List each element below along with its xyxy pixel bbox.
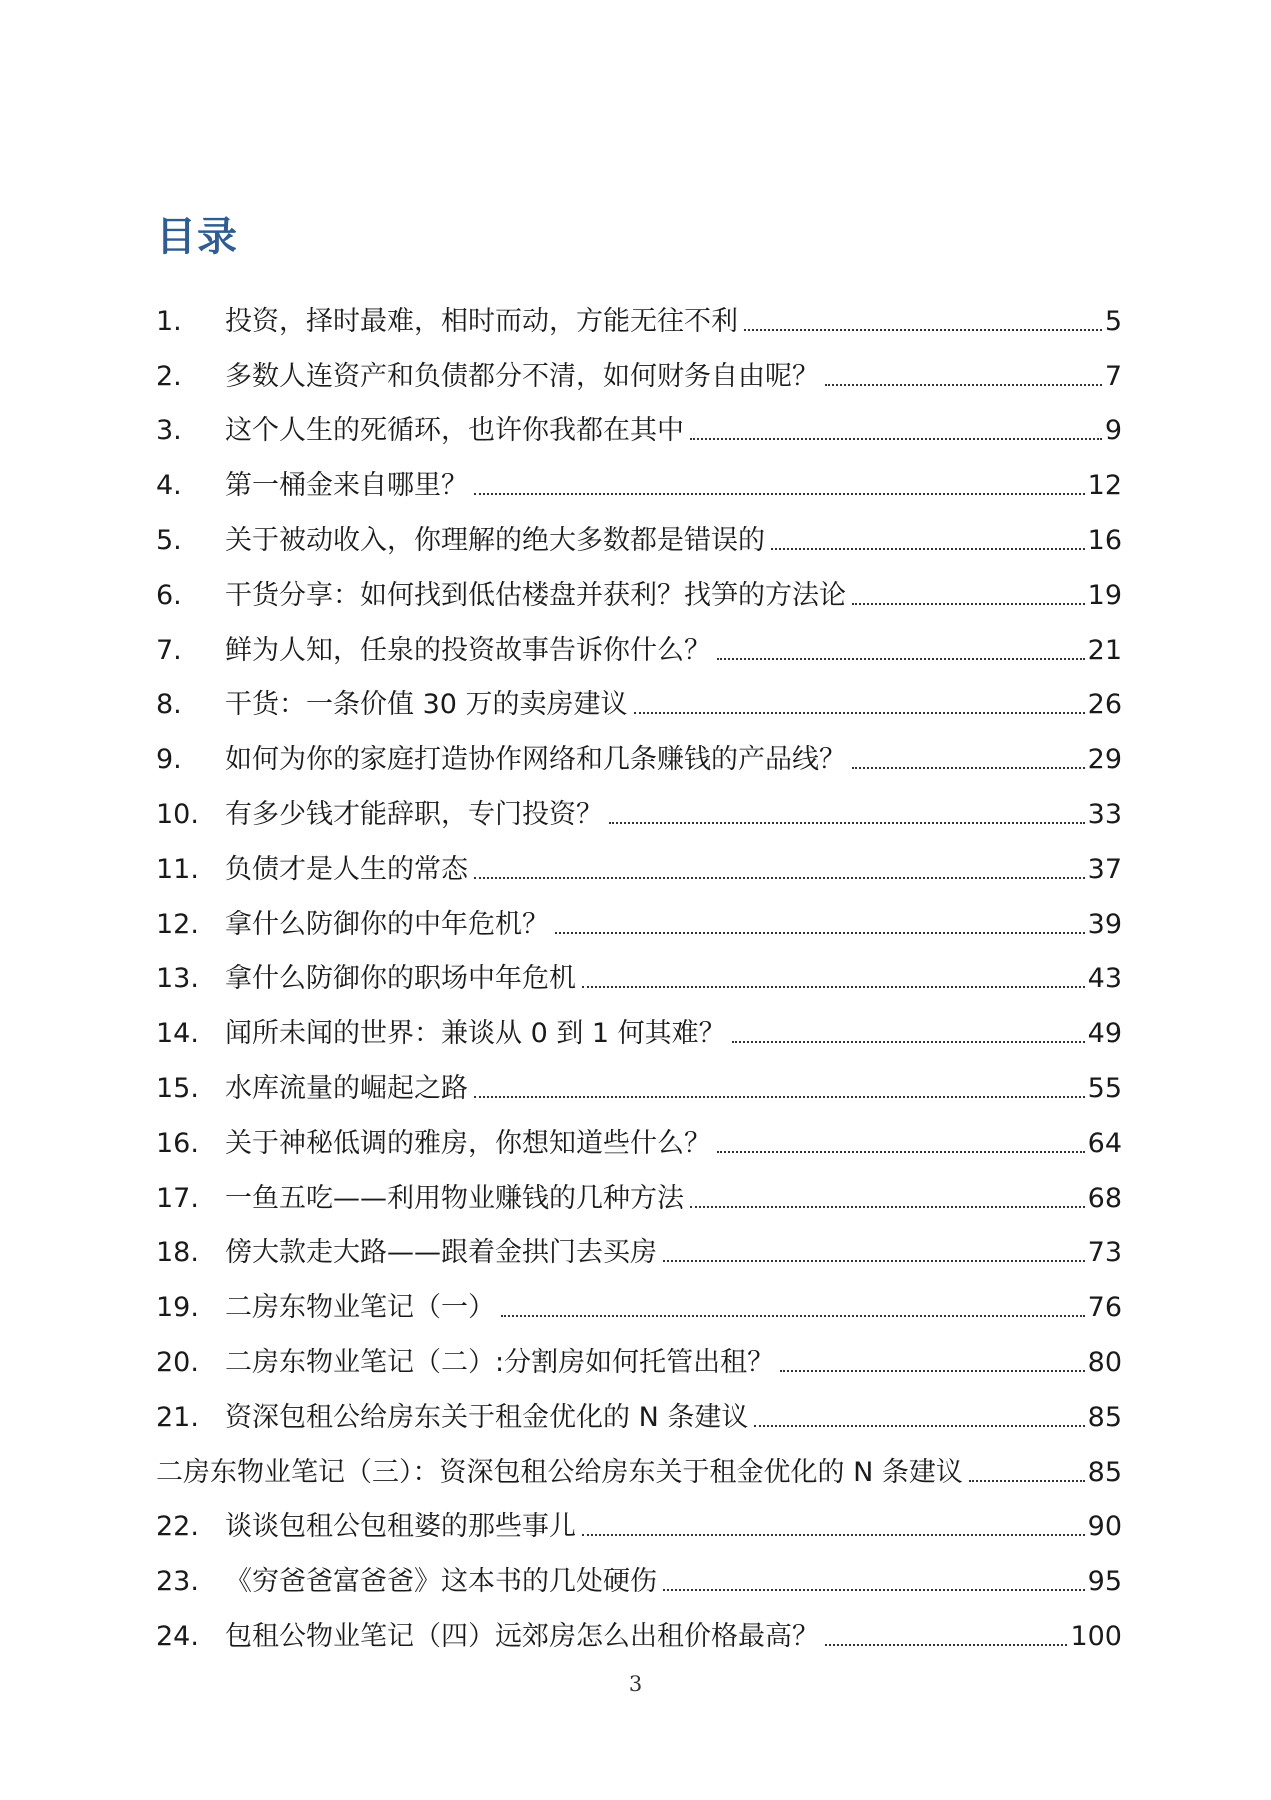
toc-entry[interactable] — [156, 503, 1122, 558]
toc-entry-number: 10. — [156, 798, 199, 830]
toc-entry-title: 这个人生的死循环，也许你我都在其中 — [225, 415, 684, 447]
toc-entry-title: 二房东物业笔记（三）：资深包租公给房东关于租金优化的 N 条建议 — [156, 1456, 963, 1488]
toc-entry-page: 37 — [1087, 853, 1122, 885]
toc-entry-number: 11. — [156, 853, 199, 885]
toc-entry-number: 2. — [156, 360, 182, 392]
toc-entry-page: 21 — [1087, 634, 1122, 666]
toc-dot-leader — [501, 1315, 1085, 1317]
toc-entry-number: 5. — [156, 524, 182, 556]
toc-entry-title: 二房东物业笔记（二）:分割房如何托管出租？ — [225, 1346, 775, 1378]
toc-entry-page: 5 — [1104, 305, 1122, 337]
toc-entry-page: 49 — [1087, 1018, 1122, 1050]
toc-entry-title: 干货分享：如何找到低估楼盘并获利？找笋的方法论 — [225, 579, 846, 611]
toc-entry-title: 关于被动收入，你理解的绝大多数都是错误的 — [225, 524, 765, 556]
toc-entry[interactable] — [156, 668, 1122, 723]
toc-entry-title: 水库流量的崛起之路 — [225, 1072, 468, 1104]
toc-entry-page: 19 — [1087, 579, 1122, 611]
toc-entry-number: 22. — [156, 1511, 199, 1543]
toc-entry[interactable] — [156, 1544, 1122, 1599]
toc-entry-title: 一鱼五吃——利用物业赚钱的几种方法 — [225, 1182, 684, 1214]
toc-dot-leader — [474, 1096, 1085, 1098]
toc-title: 目录 — [156, 214, 238, 260]
toc-entry-number: 9. — [156, 744, 182, 776]
toc-list — [156, 284, 1122, 1654]
toc-entry-number: 1. — [156, 305, 182, 337]
toc-entry-title: 闻所未闻的世界：兼谈从 0 到 1 何其难？ — [225, 1018, 726, 1050]
toc-dot-leader — [754, 1425, 1084, 1427]
toc-entry-number: 17. — [156, 1182, 199, 1214]
toc-dot-leader — [474, 877, 1085, 879]
toc-entry-number: 15. — [156, 1072, 199, 1104]
toc-dot-leader — [825, 1644, 1067, 1646]
toc-entry-title: 《穷爸爸富爸爸》这本书的几处硬伤 — [225, 1566, 657, 1598]
toc-dot-leader — [744, 329, 1102, 331]
toc-entry[interactable] — [156, 1490, 1122, 1545]
toc-entry[interactable] — [156, 887, 1122, 942]
toc-entry-title: 傍大款走大路——跟着金拱门去买房 — [225, 1237, 657, 1269]
toc-entry-title: 第一桶金来自哪里？ — [225, 470, 468, 502]
toc-entry-page: 55 — [1087, 1072, 1122, 1104]
toc-entry[interactable] — [156, 1435, 1122, 1490]
toc-entry-page: 29 — [1087, 744, 1122, 776]
toc-entry[interactable] — [156, 1216, 1122, 1271]
toc-entry-page: 12 — [1087, 470, 1122, 502]
toc-entry-number: 24. — [156, 1620, 199, 1652]
toc-entry[interactable] — [156, 942, 1122, 997]
toc-entry-title: 二房东物业笔记（一） — [225, 1292, 495, 1324]
toc-entry-page: 85 — [1087, 1456, 1122, 1488]
toc-entry-number: 14. — [156, 1018, 199, 1050]
toc-entry-page: 16 — [1087, 524, 1122, 556]
toc-dot-leader — [969, 1480, 1085, 1482]
toc-entry-page: 68 — [1087, 1182, 1122, 1214]
toc-entry-page: 95 — [1087, 1566, 1122, 1598]
toc-dot-leader — [852, 603, 1085, 605]
toc-entry-title: 投资，择时最难，相时而动，方能无往不利 — [225, 305, 738, 337]
toc-dot-leader — [852, 767, 1085, 769]
toc-entry[interactable] — [156, 284, 1122, 339]
toc-entry-title: 有多少钱才能辞职，专门投资？ — [225, 798, 603, 830]
toc-entry-title: 鲜为人知，任泉的投资故事告诉你什么？ — [225, 634, 711, 666]
toc-dot-leader — [582, 986, 1085, 988]
toc-dot-leader — [717, 1151, 1085, 1153]
toc-entry[interactable] — [156, 722, 1122, 777]
toc-entry-title: 拿什么防御你的中年危机？ — [225, 908, 549, 940]
toc-entry-page: 76 — [1087, 1292, 1122, 1324]
toc-dot-leader — [732, 1041, 1085, 1043]
toc-dot-leader — [582, 1534, 1085, 1536]
toc-dot-leader — [771, 548, 1085, 550]
toc-entry-page: 43 — [1087, 963, 1122, 995]
toc-dot-leader — [690, 1206, 1085, 1208]
toc-dot-leader — [690, 438, 1102, 440]
toc-entry[interactable] — [156, 1270, 1122, 1325]
toc-entry[interactable] — [156, 1161, 1122, 1216]
toc-entry-title: 谈谈包租公包租婆的那些事儿 — [225, 1511, 576, 1543]
toc-entry-number: 8. — [156, 689, 182, 721]
toc-entry-page: 64 — [1087, 1127, 1122, 1159]
toc-entry-number: 23. — [156, 1566, 199, 1598]
toc-entry-page: 73 — [1087, 1237, 1122, 1269]
toc-dot-leader — [663, 1260, 1085, 1262]
toc-dot-leader — [717, 658, 1085, 660]
toc-entry-number: 7. — [156, 634, 182, 666]
toc-entry[interactable] — [156, 777, 1122, 832]
toc-entry[interactable] — [156, 996, 1122, 1051]
toc-entry-title: 拿什么防御你的职场中年危机 — [225, 963, 576, 995]
toc-entry-title: 关于神秘低调的雅房，你想知道些什么？ — [225, 1127, 711, 1159]
toc-entry[interactable] — [156, 1051, 1122, 1106]
toc-entry-title: 如何为你的家庭打造协作网络和几条赚钱的产品线？ — [225, 744, 846, 776]
toc-entry-title: 多数人连资产和负债都分不清，如何财务自由呢？ — [225, 360, 819, 392]
toc-entry-title: 包租公物业笔记（四）远郊房怎么出租价格最高？ — [225, 1620, 819, 1652]
toc-entry-page: 33 — [1087, 798, 1122, 830]
toc-entry-page: 9 — [1104, 415, 1122, 447]
toc-entry-number: 20. — [156, 1346, 199, 1378]
toc-entry-title: 干货：一条价值 30 万的卖房建议 — [225, 689, 628, 721]
toc-entry-page: 80 — [1087, 1346, 1122, 1378]
toc-entry[interactable] — [156, 1325, 1122, 1380]
page-number: 3 — [628, 1672, 643, 1696]
toc-dot-leader — [634, 712, 1085, 714]
toc-entry[interactable] — [156, 613, 1122, 668]
toc-entry-number: 21. — [156, 1401, 199, 1433]
toc-entry[interactable] — [156, 558, 1122, 613]
toc-entry-number: 16. — [156, 1127, 199, 1159]
toc-entry-number: 3. — [156, 415, 182, 447]
toc-dot-leader — [825, 384, 1102, 386]
toc-entry-page: 85 — [1087, 1401, 1122, 1433]
toc-entry-page: 39 — [1087, 908, 1122, 940]
toc-entry-page: 7 — [1104, 360, 1122, 392]
toc-entry[interactable] — [156, 448, 1122, 503]
toc-dot-leader — [474, 493, 1085, 495]
toc-entry-page: 100 — [1070, 1620, 1122, 1652]
toc-entry-number: 12. — [156, 908, 199, 940]
toc-entry-page: 26 — [1087, 689, 1122, 721]
toc-entry-title: 资深包租公给房东关于租金优化的 N 条建议 — [225, 1401, 749, 1433]
toc-entry-number: 19. — [156, 1292, 199, 1324]
toc-entry[interactable] — [156, 339, 1122, 394]
toc-dot-leader — [780, 1370, 1085, 1372]
toc-entry-number: 4. — [156, 470, 182, 502]
toc-dot-leader — [555, 932, 1085, 934]
toc-dot-leader — [609, 822, 1085, 824]
toc-entry[interactable] — [156, 1106, 1122, 1161]
toc-entry-page: 90 — [1087, 1511, 1122, 1543]
toc-entry[interactable] — [156, 394, 1122, 449]
toc-dot-leader — [663, 1589, 1085, 1591]
toc-entry-title: 负债才是人生的常态 — [225, 853, 468, 885]
toc-entry[interactable] — [156, 1599, 1122, 1654]
toc-entry[interactable] — [156, 1380, 1122, 1435]
toc-entry-number: 13. — [156, 963, 199, 995]
toc-entry-number: 18. — [156, 1237, 199, 1269]
toc-entry[interactable] — [156, 832, 1122, 887]
toc-entry-number: 6. — [156, 579, 182, 611]
